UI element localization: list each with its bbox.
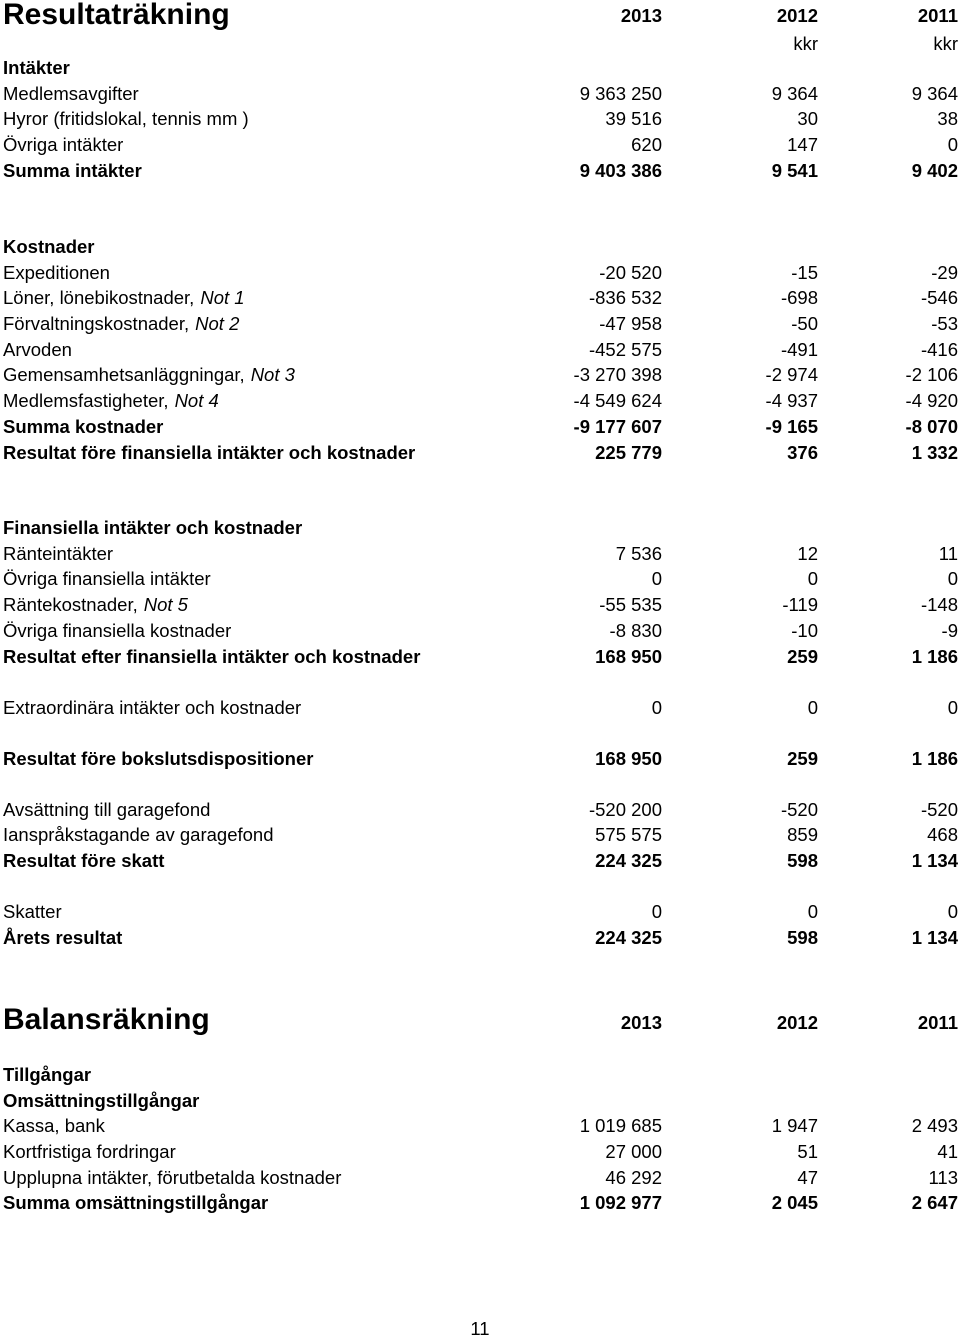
value-cell-2013: 168 950: [595, 748, 662, 769]
table-row: [0, 541, 960, 567]
value-cell-2012: -4 937: [765, 390, 818, 411]
table-row: [0, 515, 960, 541]
value-cell-2011: -2 106: [905, 364, 958, 385]
row-label-text: Avsättning till garagefond: [3, 799, 211, 820]
value-cell-2013: 168 950: [595, 646, 662, 667]
unit-header-2012: kkr: [793, 33, 818, 54]
table-row: [0, 311, 960, 337]
value-cell-2011: -546: [920, 287, 958, 308]
value-cell-2011: 1 186: [911, 748, 958, 769]
value-cell-2012: 12: [797, 543, 818, 564]
row-label: [3, 285, 245, 311]
table-row: [0, 1088, 960, 1114]
row-label: [3, 592, 188, 618]
balance-year-header-2011: 2011: [917, 1012, 958, 1033]
row-label-text: Förvaltningskostnader,: [3, 313, 190, 334]
value-cell-2011: 11: [938, 543, 958, 564]
value-cell-2013: -47 958: [599, 313, 662, 334]
row-label: [3, 1139, 176, 1165]
value-cell-2011: 1 134: [911, 927, 958, 948]
value-cell-2013: 1 019 685: [579, 1115, 662, 1136]
table-row: [0, 81, 960, 107]
value-cell-2013: -8 830: [609, 620, 662, 641]
value-cell-2012: 0: [807, 901, 818, 922]
value-cell-2011: 468: [927, 824, 958, 845]
table-row: [0, 695, 960, 721]
value-cell-2012: 1 947: [771, 1115, 818, 1136]
row-label-text: Hyror (fritidslokal, tennis mm ): [3, 108, 249, 129]
row-label: [3, 1113, 105, 1139]
income-statement-title: Resultaträkning: [3, 0, 230, 31]
value-cell-2012: 0: [807, 697, 818, 718]
value-cell-2013: 225 779: [595, 442, 662, 463]
note-reference: Not 5: [143, 594, 188, 615]
value-cell-2013: -3 270 398: [573, 364, 662, 385]
row-label: [3, 899, 62, 925]
row-label-text: Löner, lönebikostnader,: [3, 287, 195, 308]
value-cell-2012: 259: [787, 646, 818, 667]
note-reference: Not 1: [200, 287, 245, 308]
row-label: [3, 695, 301, 721]
value-cell-2013: 0: [651, 568, 662, 589]
value-cell-2011: -53: [931, 313, 958, 334]
row-label-text: Övriga intäkter: [3, 134, 124, 155]
value-cell-2013: 575 575: [595, 824, 662, 845]
row-label-text: Medlemsavgifter: [3, 83, 139, 104]
value-cell-2013: 39 516: [605, 108, 662, 129]
value-cell-2011: 9 364: [911, 83, 958, 104]
table-row: [0, 644, 960, 670]
row-label-text: Räntekostnader,: [3, 594, 138, 615]
value-cell-2013: 0: [651, 697, 662, 718]
row-label-text: Finansiella intäkter och kostnader: [3, 517, 303, 538]
row-label: [3, 1088, 199, 1114]
value-cell-2012: -10: [791, 620, 818, 641]
value-cell-2013: -9 177 607: [573, 416, 662, 437]
row-label: [3, 132, 123, 158]
value-cell-2013: 9 403 386: [579, 160, 662, 181]
table-row: [0, 1113, 960, 1139]
value-cell-2012: 259: [787, 748, 818, 769]
value-cell-2011: -9: [941, 620, 958, 641]
row-label-text: Omsättningstillgångar: [3, 1090, 200, 1111]
value-cell-2012: 376: [787, 442, 818, 463]
value-cell-2011: 0: [947, 568, 958, 589]
year-header-2011: 2011: [917, 5, 958, 26]
value-cell-2012: 147: [787, 134, 818, 155]
value-cell-2013: -452 575: [588, 339, 662, 360]
row-label: [3, 158, 142, 184]
row-label-text: Arvoden: [3, 339, 72, 360]
value-cell-2012: 598: [787, 927, 818, 948]
value-cell-2011: -148: [920, 594, 958, 615]
row-label: [3, 337, 72, 363]
value-cell-2011: -520: [920, 799, 958, 820]
value-cell-2011: 0: [947, 134, 958, 155]
value-cell-2013: 1 092 977: [579, 1192, 662, 1213]
value-cell-2011: -29: [931, 262, 958, 283]
row-label-text: Ränteintäkter: [3, 543, 114, 564]
row-label: [3, 746, 313, 772]
table-row: [0, 566, 960, 592]
value-cell-2012: 30: [797, 108, 818, 129]
balance-sheet-title: Balansräkning: [3, 1003, 210, 1036]
value-cell-2013: 27 000: [605, 1141, 662, 1162]
value-cell-2012: -119: [782, 594, 818, 615]
table-row: [0, 158, 960, 184]
table-row: [0, 362, 960, 388]
table-row: [0, 55, 960, 81]
table-row: [0, 746, 960, 772]
row-label: [3, 822, 274, 848]
row-label: [3, 1062, 91, 1088]
value-cell-2012: 47: [797, 1167, 818, 1188]
value-cell-2013: -20 520: [599, 262, 662, 283]
row-label-text: Upplupna intäkter, förutbetalda kostnader: [3, 1167, 342, 1188]
value-cell-2012: 598: [787, 850, 818, 871]
row-label: [3, 797, 210, 823]
row-label-text: Medlemsfastigheter,: [3, 390, 169, 411]
value-cell-2012: 859: [787, 824, 818, 845]
table-row: [0, 925, 960, 951]
table-row: [0, 234, 960, 260]
table-row: [0, 106, 960, 132]
value-cell-2013: 7 536: [615, 543, 662, 564]
table-row: [0, 388, 960, 414]
value-cell-2011: 1 186: [911, 646, 958, 667]
value-cell-2011: 41: [937, 1141, 958, 1162]
value-cell-2012: -491: [780, 339, 818, 360]
table-row: [0, 1062, 960, 1088]
note-reference: Not 3: [250, 364, 295, 385]
table-row: [0, 260, 960, 286]
row-label-text: Summa kostnader: [3, 416, 164, 437]
value-cell-2011: 2 647: [911, 1192, 958, 1213]
unit-header-2011: kkr: [933, 33, 958, 54]
value-cell-2012: 0: [807, 568, 818, 589]
value-cell-2013: 620: [631, 134, 662, 155]
year-header-2012: 2012: [776, 5, 818, 26]
row-label-text: Summa omsättningstillgångar: [3, 1192, 269, 1213]
row-label-text: Övriga finansiella kostnader: [3, 620, 232, 641]
balance-year-header-2012: 2012: [776, 1012, 818, 1033]
value-cell-2012: 2 045: [771, 1192, 818, 1213]
row-label: [3, 260, 110, 286]
note-reference: Not 4: [174, 390, 219, 411]
table-row: [0, 414, 960, 440]
row-label: [3, 234, 95, 260]
value-cell-2012: -698: [780, 287, 818, 308]
value-cell-2013: -520 200: [588, 799, 662, 820]
value-cell-2013: 0: [651, 901, 662, 922]
table-row: [0, 618, 960, 644]
value-cell-2011: 0: [947, 901, 958, 922]
table-row: [0, 285, 960, 311]
table-row: [0, 592, 960, 618]
row-label-text: Skatter: [3, 901, 62, 922]
value-cell-2012: -50: [791, 313, 818, 334]
row-label-text: Summa intäkter: [3, 160, 142, 181]
value-cell-2011: 1 332: [911, 442, 958, 463]
row-label: [3, 106, 249, 132]
row-label: [3, 311, 239, 337]
row-label: [3, 55, 70, 81]
value-cell-2011: 0: [947, 697, 958, 718]
table-row: [0, 899, 960, 925]
value-cell-2012: 51: [797, 1141, 818, 1162]
table-row: [0, 337, 960, 363]
value-cell-2011: 38: [937, 108, 958, 129]
value-cell-2011: -4 920: [905, 390, 958, 411]
row-label-text: Gemensamhetsanläggningar,: [3, 364, 245, 385]
row-label: [3, 388, 219, 414]
row-label: [3, 541, 113, 567]
row-label: [3, 1165, 341, 1191]
row-label-text: Kostnader: [3, 236, 95, 257]
balance-year-header-2013: 2013: [620, 1012, 662, 1033]
row-label: [3, 925, 122, 951]
row-label: [3, 644, 420, 670]
value-cell-2013: -836 532: [588, 287, 662, 308]
row-label-text: Resultat före bokslutsdispositioner: [3, 748, 314, 769]
row-label-text: Årets resultat: [3, 927, 123, 948]
value-cell-2013: 46 292: [605, 1167, 662, 1188]
value-cell-2013: 9 363 250: [579, 83, 662, 104]
row-label: [3, 566, 211, 592]
value-cell-2012: -2 974: [765, 364, 818, 385]
row-label: [3, 81, 139, 107]
row-label-text: Övriga finansiella intäkter: [3, 568, 211, 589]
row-label: [3, 440, 415, 466]
table-row: [0, 797, 960, 823]
value-cell-2012: -15: [791, 262, 818, 283]
row-label-text: Intäkter: [3, 57, 70, 78]
row-label: [3, 414, 163, 440]
value-cell-2011: 1 134: [911, 850, 958, 871]
value-cell-2011: 2 493: [911, 1115, 958, 1136]
value-cell-2011: 9 402: [911, 160, 958, 181]
row-label: [3, 515, 302, 541]
value-cell-2012: 9 541: [771, 160, 818, 181]
value-cell-2012: -9 165: [765, 416, 818, 437]
row-label-text: Kortfristiga fordringar: [3, 1141, 176, 1162]
row-label-text: Ianspråkstagande av garagefond: [3, 824, 274, 845]
row-label-text: Tillgångar: [3, 1064, 92, 1085]
page-number: 11: [470, 1318, 490, 1339]
row-label: [3, 362, 295, 388]
value-cell-2011: 113: [928, 1167, 958, 1188]
row-label: [3, 618, 231, 644]
row-label-text: Resultat före skatt: [3, 850, 165, 871]
value-cell-2013: 224 325: [595, 927, 662, 948]
value-cell-2012: -520: [780, 799, 818, 820]
note-reference: Not 2: [195, 313, 240, 334]
year-header-2013: 2013: [620, 5, 662, 26]
row-label-text: Expeditionen: [3, 262, 110, 283]
row-label-text: Resultat efter finansiella intäkter och kostnader: [3, 646, 421, 667]
table-row: [0, 848, 960, 874]
table-row: [0, 1190, 960, 1216]
row-label-text: Kassa, bank: [3, 1115, 105, 1136]
value-cell-2013: -55 535: [599, 594, 662, 615]
table-row: [0, 822, 960, 848]
table-row: [0, 440, 960, 466]
table-row: [0, 1165, 960, 1191]
value-cell-2012: 9 364: [771, 83, 818, 104]
row-label-text: Extraordinära intäkter och kostnader: [3, 697, 302, 718]
value-cell-2011: -416: [920, 339, 958, 360]
value-cell-2013: 224 325: [595, 850, 662, 871]
value-cell-2011: -8 070: [905, 416, 958, 437]
row-label-text: Resultat före finansiella intäkter och kostnader: [3, 442, 416, 463]
row-label: [3, 1190, 268, 1216]
value-cell-2013: -4 549 624: [573, 390, 662, 411]
row-label: [3, 848, 164, 874]
table-row: [0, 132, 960, 158]
table-row: [0, 1139, 960, 1165]
